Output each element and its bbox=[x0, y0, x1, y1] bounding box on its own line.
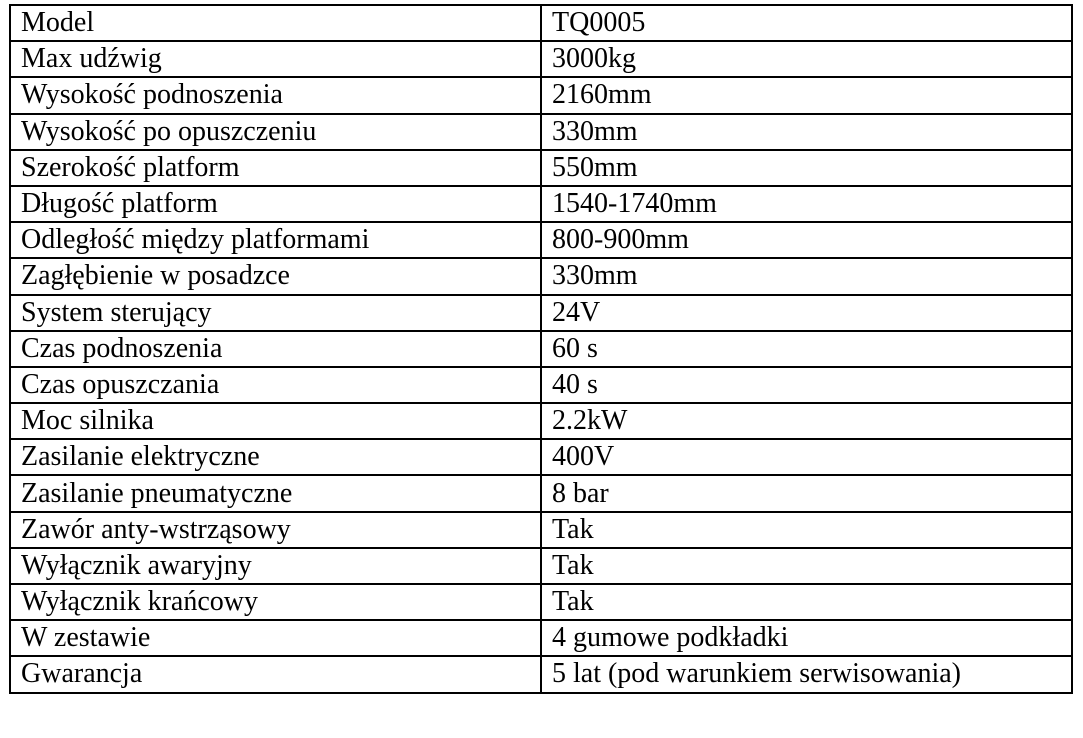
table-row bbox=[10, 150, 1072, 186]
parameter-name-cell: Wysokość po opuszczeniu bbox=[10, 114, 541, 150]
table-row bbox=[10, 439, 1072, 475]
parameter-value-cell: 5 lat (pod warunkiem serwisowania) bbox=[541, 656, 1072, 692]
parameter-name-cell: Max udźwig bbox=[10, 41, 541, 77]
parameter-value-cell: 3000kg bbox=[541, 41, 1072, 77]
parameter-value-cell: Tak bbox=[541, 584, 1072, 620]
parameter-value-cell: 2160mm bbox=[541, 77, 1072, 113]
parameter-value-cell: 550mm bbox=[541, 150, 1072, 186]
parameter-value-cell: Tak bbox=[541, 548, 1072, 584]
parameter-name-cell: Zasilanie elektryczne bbox=[10, 439, 541, 475]
table-row bbox=[10, 41, 1072, 77]
parameter-name-cell: Zagłębienie w posadzce bbox=[10, 258, 541, 294]
parameter-name-cell: System sterujący bbox=[10, 295, 541, 331]
parameter-name-cell: Moc silnika bbox=[10, 403, 541, 439]
parameter-name-cell: Zawór anty-wstrząsowy bbox=[10, 512, 541, 548]
parameter-name-cell: Wyłącznik krańcowy bbox=[10, 584, 541, 620]
table-row bbox=[10, 403, 1072, 439]
parameter-name-cell: Czas opuszczania bbox=[10, 367, 541, 403]
table-row bbox=[10, 512, 1072, 548]
parameter-value-cell: 60 s bbox=[541, 331, 1072, 367]
parameter-value-cell: 4 gumowe podkładki bbox=[541, 620, 1072, 656]
parameter-name-cell: Gwarancja bbox=[10, 656, 541, 692]
table-row bbox=[10, 584, 1072, 620]
parameter-value-cell: 800-900mm bbox=[541, 222, 1072, 258]
parameter-name-cell: Szerokość platform bbox=[10, 150, 541, 186]
table-row bbox=[10, 295, 1072, 331]
table-row bbox=[10, 186, 1072, 222]
specification-table bbox=[9, 4, 1073, 694]
table-row bbox=[10, 222, 1072, 258]
parameter-name-cell: Wysokość podnoszenia bbox=[10, 77, 541, 113]
parameter-name-cell: Zasilanie pneumatyczne bbox=[10, 475, 541, 511]
parameter-name-cell: Model bbox=[10, 5, 541, 41]
parameter-value-cell: 1540-1740mm bbox=[541, 186, 1072, 222]
parameter-value-cell: 24V bbox=[541, 295, 1072, 331]
table-row bbox=[10, 5, 1072, 41]
parameter-name-cell: W zestawie bbox=[10, 620, 541, 656]
parameter-value-cell: 8 bar bbox=[541, 475, 1072, 511]
table-row bbox=[10, 367, 1072, 403]
parameter-value-cell: 400V bbox=[541, 439, 1072, 475]
parameter-value-cell: 330mm bbox=[541, 258, 1072, 294]
parameter-name-cell: Czas podnoszenia bbox=[10, 331, 541, 367]
specification-table-body bbox=[10, 5, 1072, 693]
parameter-value-cell: 2.2kW bbox=[541, 403, 1072, 439]
parameter-value-cell: 330mm bbox=[541, 114, 1072, 150]
table-row bbox=[10, 114, 1072, 150]
table-row bbox=[10, 77, 1072, 113]
parameter-value-cell: Tak bbox=[541, 512, 1072, 548]
table-row bbox=[10, 656, 1072, 692]
parameter-value-cell: TQ0005 bbox=[541, 5, 1072, 41]
table-row bbox=[10, 331, 1072, 367]
table-row bbox=[10, 475, 1072, 511]
parameter-name-cell: Odległość między platformami bbox=[10, 222, 541, 258]
table-row bbox=[10, 620, 1072, 656]
parameter-value-cell: 40 s bbox=[541, 367, 1072, 403]
table-row bbox=[10, 548, 1072, 584]
table-row bbox=[10, 258, 1072, 294]
parameter-name-cell: Długość platform bbox=[10, 186, 541, 222]
parameter-name-cell: Wyłącznik awaryjny bbox=[10, 548, 541, 584]
